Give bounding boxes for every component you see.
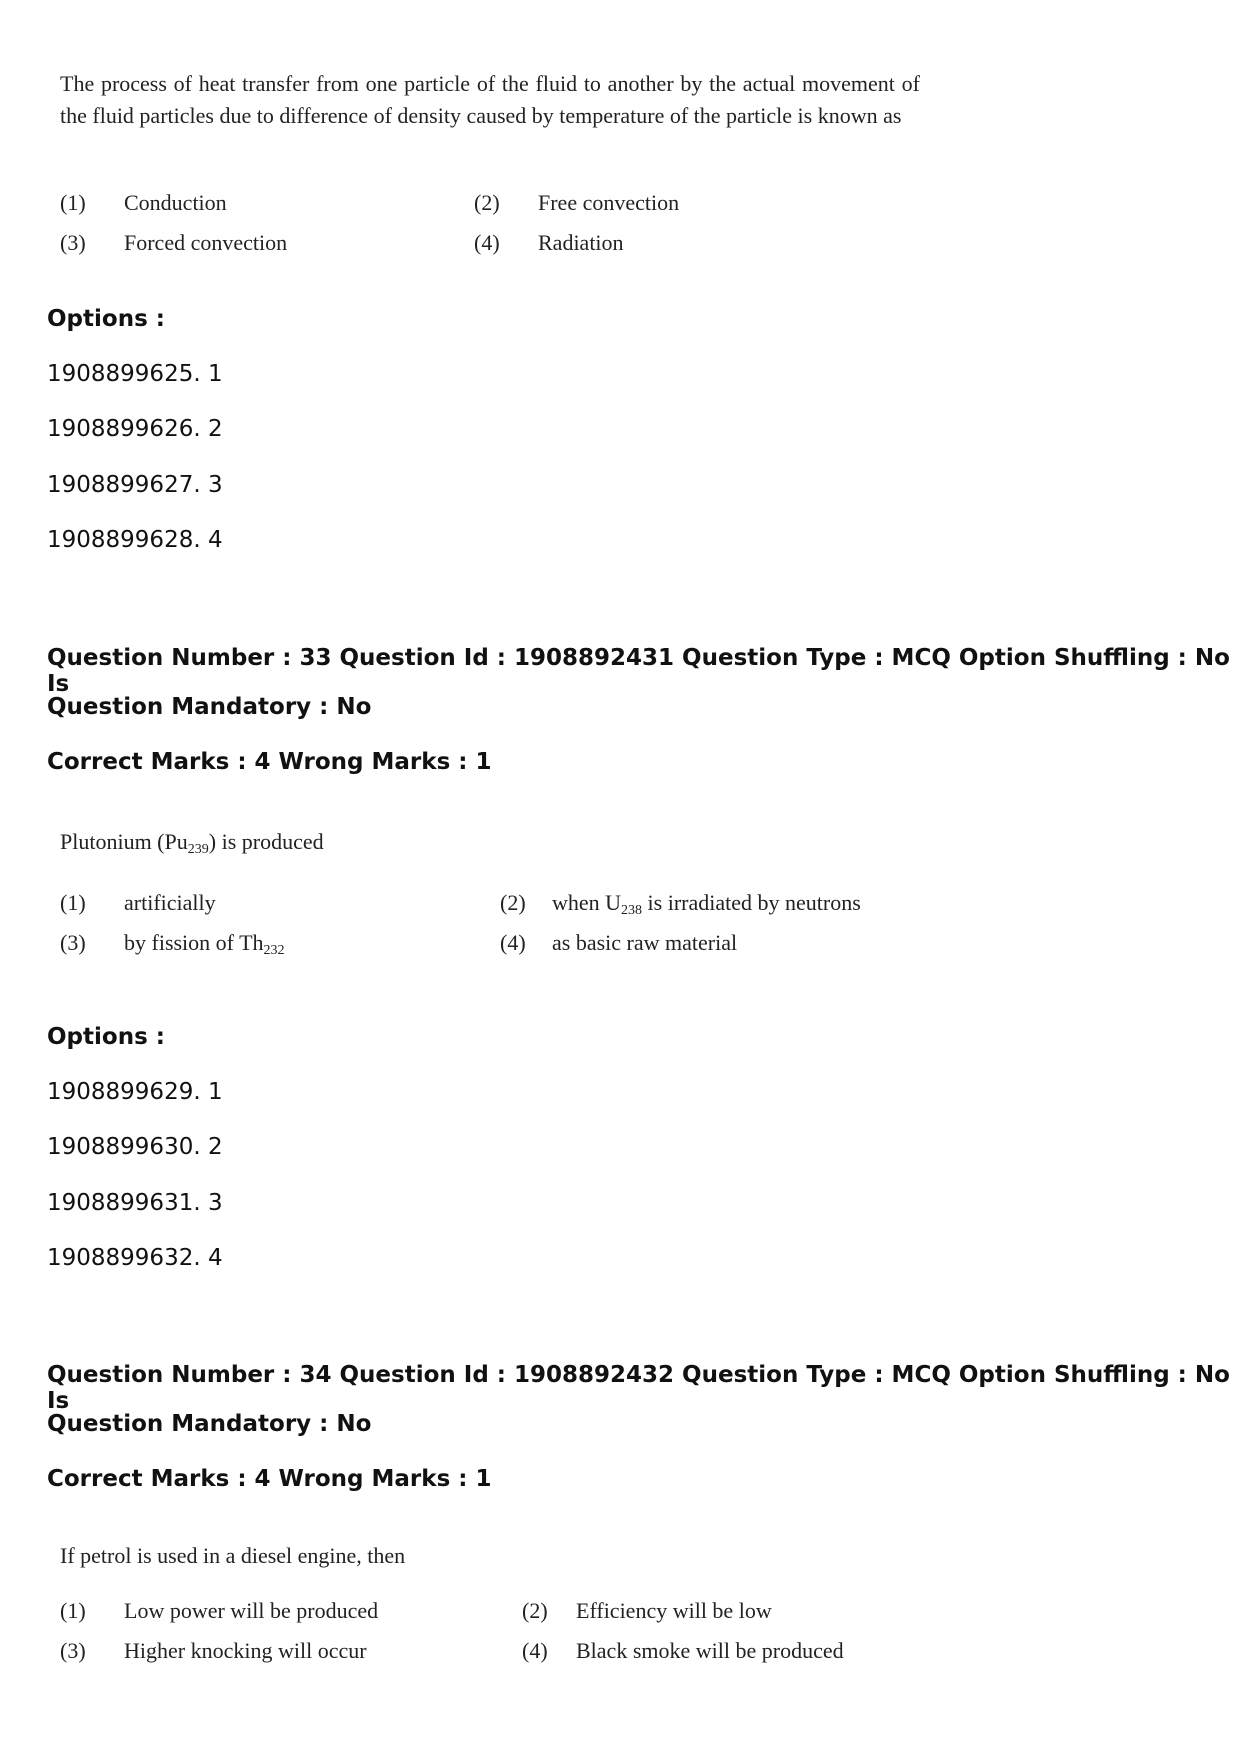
- q33-question-text: Plutonium $(Pu_{239})$ is produced: [60, 829, 324, 857]
- q34-header-line1: Question Number : 34 Question Id : 1908892432 Question Type : MCQ Option Shuffling : No Is: [47, 1362, 1230, 1414]
- q33-choice-1: (1) artificially: [60, 890, 216, 915]
- q33-option-1: 1908899629. 1: [47, 1079, 223, 1105]
- q33-choice-3: (3) by fission of $Th_{232}$: [60, 930, 285, 958]
- q32-option-2: 1908899626. 2: [47, 416, 223, 442]
- q33-choice-2: (2) when $U_{238}$ is irradiated by neutrons: [500, 890, 861, 918]
- q32-choice-2: (2) Free convection: [474, 190, 680, 215]
- q33-marks: Correct Marks : 4 Wrong Marks : 1: [47, 749, 492, 775]
- q32-choice-1: (1) Conduction: [60, 190, 227, 215]
- q33-header-line2: Question Mandatory : No: [47, 694, 372, 720]
- q32-option-1: 1908899625. 1: [47, 361, 223, 387]
- q32-question-text: The process of heat transfer from one particle of the fluid to another by the actual movement of the fluid particles due to difference of density caused by temperature of the particle is known as: [60, 71, 920, 128]
- q32-option-4: 1908899628. 4: [47, 527, 223, 553]
- q34-choice-4: (4) Black smoke will be produced: [522, 1638, 844, 1663]
- q34-choice-1: (1) Low power will be produced: [60, 1598, 379, 1623]
- q34-marks: Correct Marks : 4 Wrong Marks : 1: [47, 1466, 492, 1492]
- q34-choice-2: (2) Efficiency will be low: [522, 1598, 772, 1623]
- q32-options-label: Options :: [47, 306, 165, 332]
- q33-option-2: 1908899630. 2: [47, 1134, 223, 1160]
- q33-header-line1: Question Number : 33 Question Id : 1908892431 Question Type : MCQ Option Shuffling : No Is: [47, 645, 1230, 697]
- q33-question-image: [60, 826, 324, 858]
- q32-option-3: 1908899627. 3: [47, 472, 223, 498]
- q32-choice-4: (4) Radiation: [474, 230, 624, 255]
- q33-option-4: 1908899632. 4: [47, 1245, 223, 1271]
- q34-choice-3: (3) Higher knocking will occur: [60, 1638, 367, 1663]
- q34-header-line2: Question Mandatory : No: [47, 1411, 372, 1437]
- q33-option-3: 1908899631. 3: [47, 1190, 223, 1216]
- q32-question-image: [60, 68, 920, 132]
- q34-question-text: If petrol is used in a diesel engine, then: [60, 1543, 406, 1568]
- q33-choice-4: (4) as basic raw material: [500, 930, 738, 955]
- q34-question-image: [60, 1540, 405, 1572]
- q32-choice-3: (3) Forced convection: [60, 230, 288, 255]
- q33-options-label: Options :: [47, 1024, 165, 1050]
